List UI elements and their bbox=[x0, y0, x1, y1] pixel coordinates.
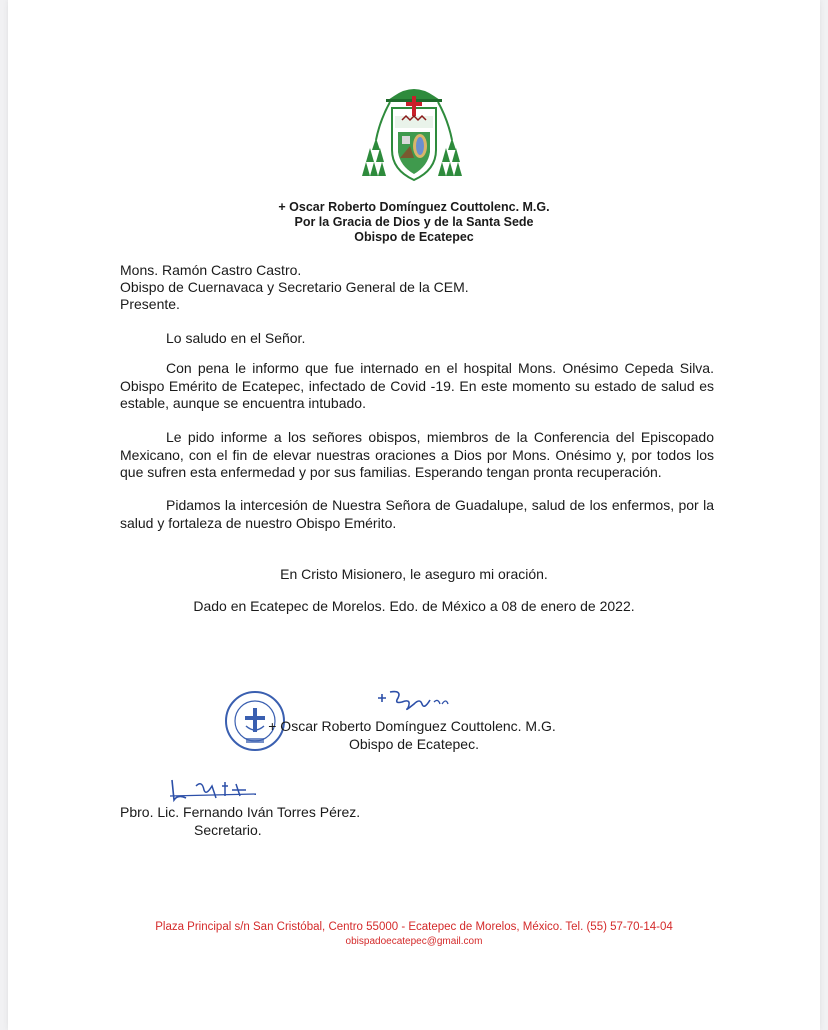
secretary-name: Pbro. Lic. Fernando Iván Torres Pérez. bbox=[120, 804, 361, 820]
bishop-signature-icon bbox=[372, 686, 466, 714]
closing-blessing: En Cristo Misionero, le aseguro mi oración. bbox=[280, 566, 548, 582]
paragraph-1: Con pena le informo que fue internado en el hospital Mons. Onésimo Cepeda Silva. Obispo Emérito de Ecatepec, infectado de Covid -19. En este momento su estado de salud es estable, aunque se encuentra intubado. bbox=[120, 360, 714, 411]
paragraph-3: Pidamos la intercesión de Nuestra Señora de Guadalupe, salud de los enfermos, por la salud y fortaleza de nuestro Obispo Emérito. bbox=[120, 497, 714, 531]
letterhead bbox=[0, 200, 828, 245]
greeting: Lo saludo en el Señor. bbox=[166, 330, 306, 346]
recipient-title: Obispo de Cuernavaca y Secretario General de la CEM. bbox=[120, 279, 469, 295]
secretary-signature-icon bbox=[166, 776, 264, 804]
signature-name: + Oscar Roberto Domínguez Couttolenc. M.G. bbox=[268, 718, 556, 734]
footer-email: obispadoecatepec@gmail.com bbox=[345, 936, 483, 947]
signature-office: Obispo de Ecatepec. bbox=[349, 736, 479, 752]
secretary-block bbox=[120, 803, 520, 839]
coat-of-arms-icon bbox=[362, 80, 466, 192]
letterhead-office: Obispo de Ecatepec bbox=[354, 230, 474, 244]
secretary-role: Secretario. bbox=[194, 822, 262, 838]
letter-footer bbox=[0, 920, 828, 948]
recipient-presente: Presente. bbox=[120, 296, 180, 312]
paragraph-2: Le pido informe a los señores obispos, miembros de la Conferencia del Episcopado Mexicano, con el fin de elevar nuestras oraciones a Dios por Mons. Onésimo y, por todos los que sufren esta enfermedad y por sus familias. Esperando tengan pronta recuperación. bbox=[120, 429, 714, 480]
dated-line: Dado en Ecatepec de Morelos. Edo. de México a 08 de enero de 2022. bbox=[193, 598, 635, 614]
letterhead-grace: Por la Gracia de Dios y de la Santa Sede bbox=[294, 215, 534, 229]
letterhead-name: + Oscar Roberto Domínguez Couttolenc. M.G. bbox=[278, 200, 550, 214]
bishop-signature-block bbox=[0, 717, 828, 753]
recipient-block bbox=[120, 262, 720, 313]
footer-address: Plaza Principal s/n San Cristóbal, Centro 55000 - Ecatepec de Morelos, México. Tel. (55) 57-70-14-04 bbox=[155, 921, 673, 933]
recipient-name: Mons. Ramón Castro Castro. bbox=[120, 262, 302, 278]
